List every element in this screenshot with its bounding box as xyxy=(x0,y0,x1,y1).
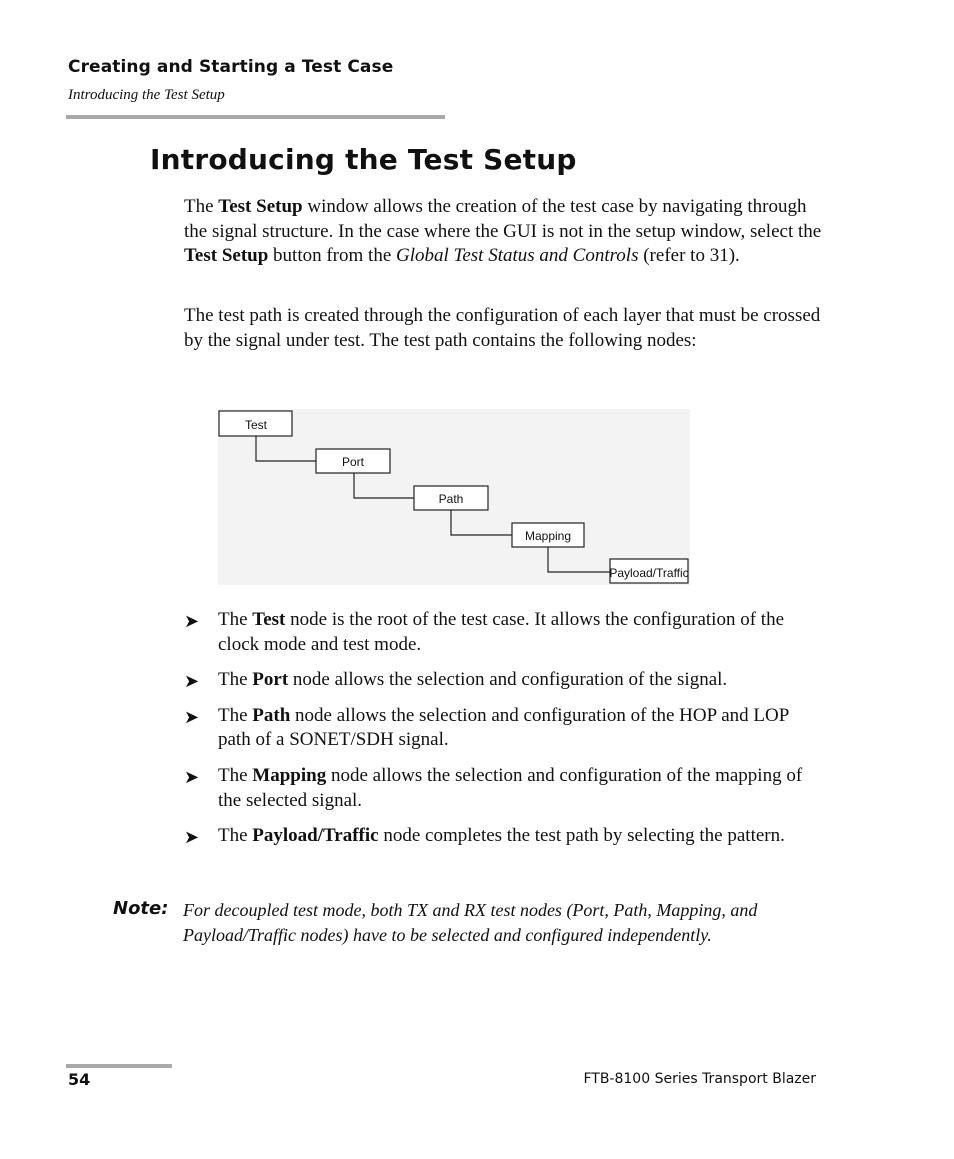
page-number: 54 xyxy=(68,1070,91,1089)
list-item: ➤ The Port node allows the selection and configuration of the signal. xyxy=(184,668,824,693)
node-label-path: Path xyxy=(438,492,464,506)
node-description-list xyxy=(184,608,824,860)
node-label-test: Test xyxy=(244,418,268,432)
arrow-bullet-icon: ➤ xyxy=(184,766,200,787)
list-item: ➤ The Payload/Traffic node completes the test path by selecting the pattern. xyxy=(184,824,824,849)
note-label: Note: xyxy=(113,898,169,919)
arrow-bullet-icon: ➤ xyxy=(184,671,200,692)
intro-paragraph-2: The test path is created through the configuration of each layer that must be crossed by the signal under test. The test path contains the following nodes: xyxy=(184,305,821,351)
arrow-bullet-icon: ➤ xyxy=(184,611,200,631)
running-header-title: Creating and Starting a Test Case xyxy=(68,57,394,77)
intro-paragraph-1: The Test Setup window allows the creation of the test case by navigating through the signal structure. In the case where the GUI is not in the setup window, select the Test Setup button from the Global Test Status and Controls (refer to 31). xyxy=(184,196,822,267)
note-text: For decoupled test mode, both TX and RX test nodes (Port, Path, Mapping, and Payload/Traffic nodes) have to be selected and configured independently. xyxy=(183,900,758,945)
node-label-payload-traffic: Payload/Traffic xyxy=(609,566,689,580)
footer-product-name: FTB-8100 Series Transport Blazer xyxy=(583,1071,816,1087)
list-item: ➤ The Path node allows the selection and configuration of the HOP and LOP path of a SONET/SDH signal. xyxy=(184,704,789,751)
page-title: Introducing the Test Setup xyxy=(150,143,577,176)
arrow-bullet-icon: ➤ xyxy=(184,827,200,848)
footer-rule xyxy=(66,1064,172,1068)
node-label-mapping: Mapping xyxy=(524,529,572,543)
header-rule xyxy=(66,115,445,119)
list-item: ➤ The Test node is the root of the test case. It allows the configuration of the clock mode and test mode. xyxy=(184,609,785,655)
arrow-bullet-icon: ➤ xyxy=(184,706,200,727)
running-header-subtitle: Introducing the Test Setup xyxy=(68,87,225,103)
test-path-diagram xyxy=(218,409,690,585)
node-label-port: Port xyxy=(341,455,365,469)
list-item: ➤ The Mapping node allows the selection and configuration of the mapping of the selected signal. xyxy=(184,764,803,811)
